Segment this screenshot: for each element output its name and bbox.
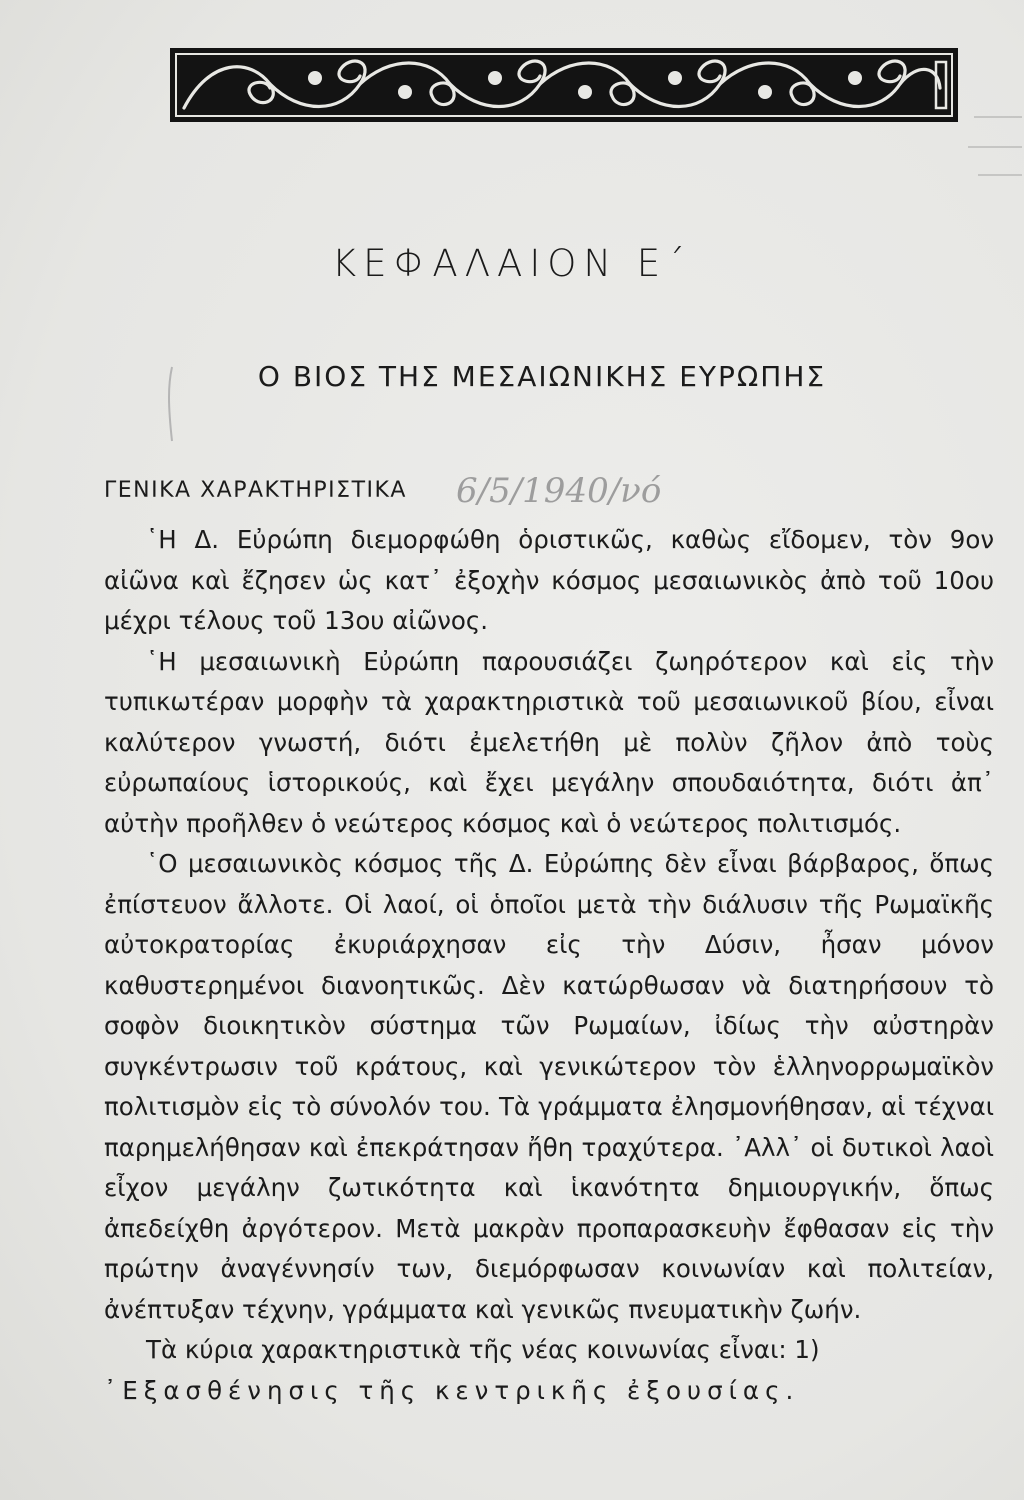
paragraph-last-line: ᾽Εξασθένησις τῆς κεντρικῆς ἐξουσίας. [104, 1375, 800, 1405]
svg-text:6/5/1940/νό: 6/5/1940/νό [456, 471, 662, 511]
bleed-through-text [964, 95, 1024, 205]
paragraph-3: ῾Ο μεσαιωνικὸς κόσμος τῆς Δ. Εὐρώπης δὲν εἶναι βάρβαρος, ὅπως ἐπίστευον ἄλλοτε. Οἱ λαοί, οἱ ὁποῖοι μετὰ τὴν διάλυσιν τῆς Ρωμαϊκῆς αὐτοκρατορίας ἐκυριάρχησαν εἰς τὴν Δύσιν, ἦσαν μόνον καθυστερημένοι διανοητικῶς. Δὲν κατώρθωσαν νὰ διατηρήσουν τὸ σοφὸν διοικητικὸν σύστημα τῶν Ρωμαίων, ἰδίως τὴν αὐστηρὰν συγκέντρωσιν τοῦ κράτους, καὶ γενικώτερον τὸν ἑλληνορρωμαϊκὸν πολιτισμὸν εἰς τὸ σύνολόν του. Τὰ γράμματα ἐλησμονήθησαν, αἱ τέχναι παρημελήθησαν καὶ ἐπεκράτησαν ἤθη τραχύτερα. ᾽Αλλ᾽ οἱ δυτικοὶ λαοὶ εἶχον μεγάλην ζωτικότητα καὶ ἱκανότητα δημιουργικήν, ὅπως ἀπεδείχθη ἀργότερον. Μετὰ μακρὰν προπαρασκευὴν ἔφθασαν εἰς τὴν πρώτην ἀναγέννησίν των, διεμόρφωσαν κοινωνίαν καὶ πολιτείαν, ἀνέπτυξαν τέχνην, γράμματα καὶ γενικῶς πνευματικὴν ζωήν. [104, 849, 994, 1324]
body-text [104, 520, 994, 1411]
chapter-heading: ΚΕΦΑΛΑΙΟΝ Ε΄ [331, 242, 693, 285]
paragraph-1: ῾Η Δ. Εὐρώπη διεμορφώθη ὁριστικῶς, καθὼς εἴδομεν, τὸν 9ον αἰῶνα καὶ ἔζησεν ὡς κατ᾽ ἐξοχὴν κόσμος μεσαιωνικὸς ἀπὸ τοῦ 10ου μέχρι τέλους τοῦ 13ου αἰῶνος. [104, 525, 994, 635]
paragraph-4: Τὰ κύρια χαρακτηριστικὰ τῆς νέας κοινωνίας εἶναι: 1) [146, 1335, 820, 1364]
section-heading: ΓΕΝΙΚΑ ΧΑΡΑΚΤΗΡΙΣΤΙΚΑ [104, 478, 407, 503]
scroll-ornament-icon [170, 48, 958, 122]
paragraph-2: ῾Η μεσαιωνικὴ Εὐρώπη παρουσιάζει ζωηρότερον καὶ εἰς τὴν τυπικωτέραν μορφὴν τὰ χαρακτηριστικὰ τοῦ μεσαιωνικοῦ βίου, εἶναι καλύτερον γνωστή, διότι ἐμελετήθη μὲ πολὺν ζῆλον ἀπὸ τοὺς εὐρωπαίους ἱστορικούς, καὶ ἔχει μεγάλην σπουδαιότητα, διότι ἀπ᾽ αὐτὴν προῆλθεν ὁ νεώτερος κόσμος καὶ ὁ νεώτερος πολιτισμός. [104, 646, 994, 838]
ornamental-header-band [170, 48, 958, 122]
handwritten-date-note [452, 464, 722, 512]
chapter-title: Ο ΒΙΟΣ ΤΗΣ ΜΕΣΑΙΩΝΙΚΗΣ ΕΥΡΩΠΗΣ [257, 360, 827, 393]
